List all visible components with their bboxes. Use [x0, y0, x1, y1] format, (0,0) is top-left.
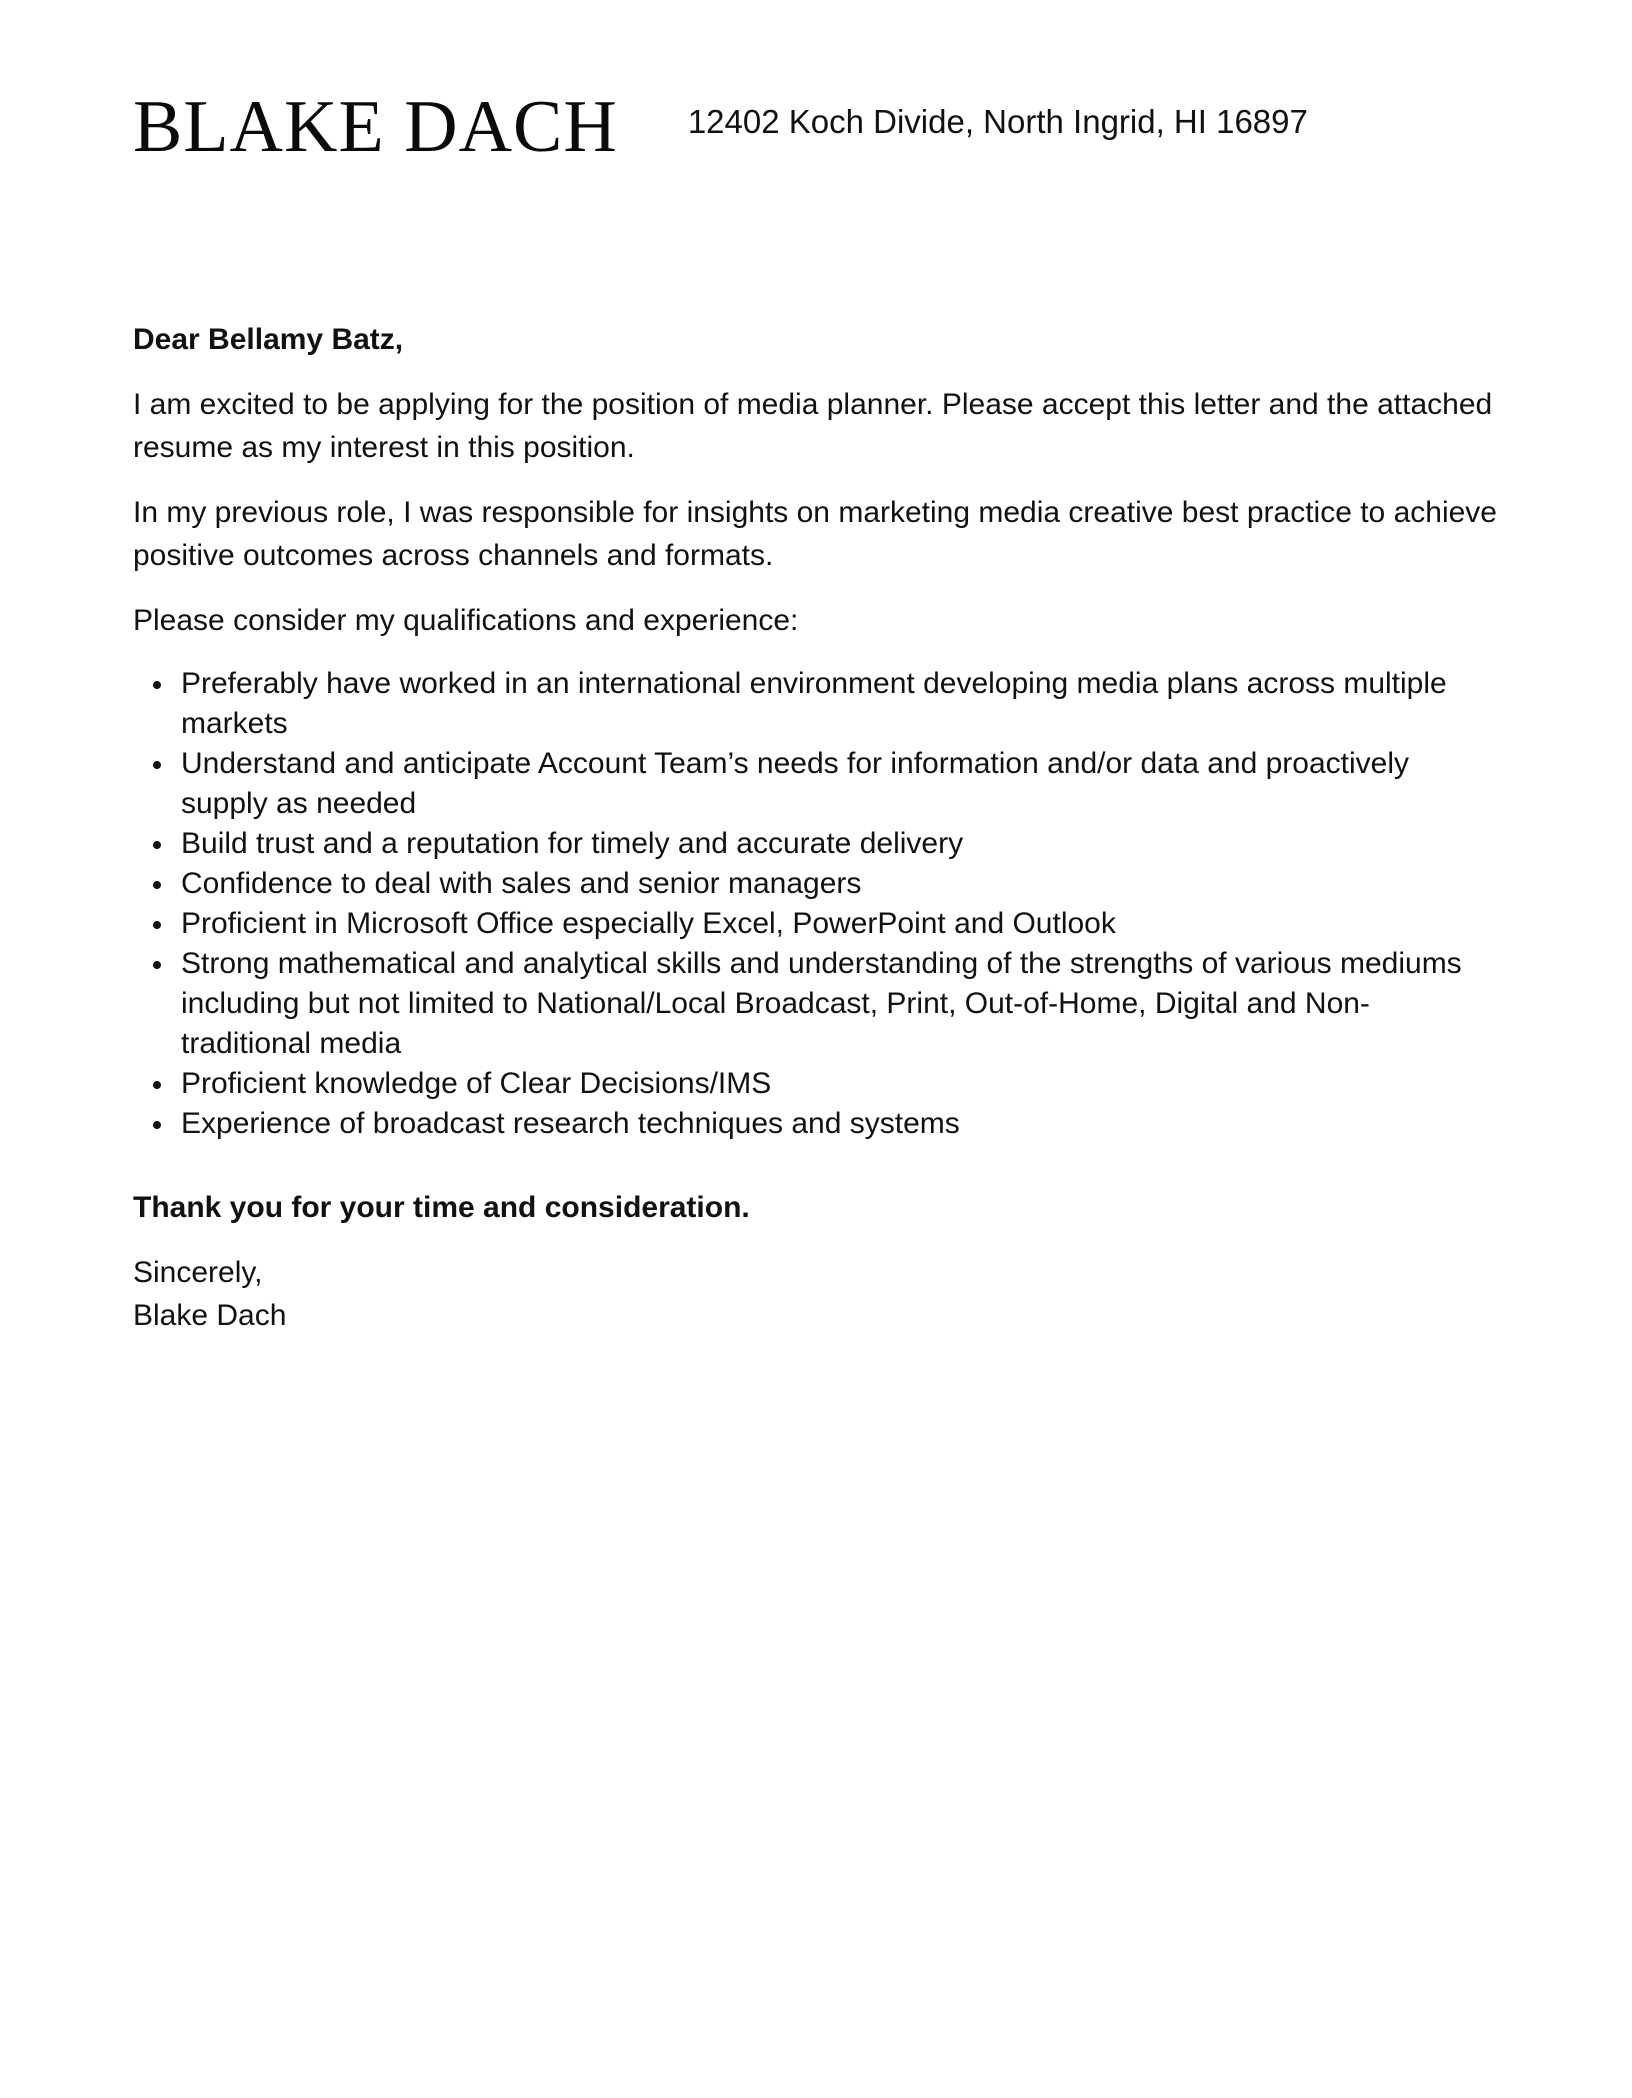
letter-header [133, 86, 1499, 176]
signature: Blake Dach [133, 1299, 287, 1332]
list-item-text: Strong mathematical and analytical skills and understanding of the strengths of various mediums including but not limited to National/Local Broadcast, Print, Out-of-Home, Digital and Non-traditional media [181, 947, 1462, 1060]
bullet-icon [153, 881, 161, 889]
list-item [133, 664, 1499, 744]
bullet-icon [153, 961, 161, 969]
greeting: Dear Bellamy Batz, [133, 323, 404, 356]
list-item [133, 824, 1499, 864]
sender-name: BLAKE DACH [133, 86, 618, 168]
letter-body [133, 318, 1499, 1337]
experience-paragraph: In my previous role, I was responsible for insights on marketing media creative best practice to achieve positive outcomes across channels and formats. [133, 496, 1497, 572]
list-item [133, 1064, 1499, 1104]
list-item-text: Understand and anticipate Account Team’s needs for information and/or data and proactively supply as needed [181, 747, 1409, 820]
list-item [133, 864, 1499, 904]
intro-paragraph: I am excited to be applying for the position of media planner. Please accept this letter and the attached resume as my interest in this position. [133, 388, 1493, 464]
list-item-text: Proficient knowledge of Clear Decisions/IMS [181, 1067, 772, 1100]
list-item [133, 944, 1499, 1064]
qualifications-intro: Please consider my qualifications and experience: [133, 604, 799, 637]
list-item-text: Build trust and a reputation for timely and accurate delivery [181, 827, 964, 860]
list-item-text: Confidence to deal with sales and senior managers [181, 867, 862, 900]
thanks-line: Thank you for your time and consideration. [133, 1191, 750, 1224]
bullet-icon [153, 761, 161, 769]
list-item-text: Experience of broadcast research techniques and systems [181, 1107, 960, 1140]
sender-address: 12402 Koch Divide, North Ingrid, HI 16897 [687, 103, 1308, 140]
bullet-icon [153, 841, 161, 849]
signoff: Sincerely, [133, 1256, 263, 1289]
list-item [133, 1104, 1499, 1144]
list-item-text: Preferably have worked in an international environment developing media plans across multiple markets [181, 667, 1447, 740]
qualifications-list [133, 664, 1499, 1144]
bullet-icon [153, 921, 161, 929]
list-item [133, 904, 1499, 944]
list-item [133, 744, 1499, 824]
list-item-text: Proficient in Microsoft Office especially Excel, PowerPoint and Outlook [181, 907, 1116, 940]
bullet-icon [153, 1081, 161, 1089]
bullet-icon [153, 1121, 161, 1129]
bullet-icon [153, 681, 161, 689]
